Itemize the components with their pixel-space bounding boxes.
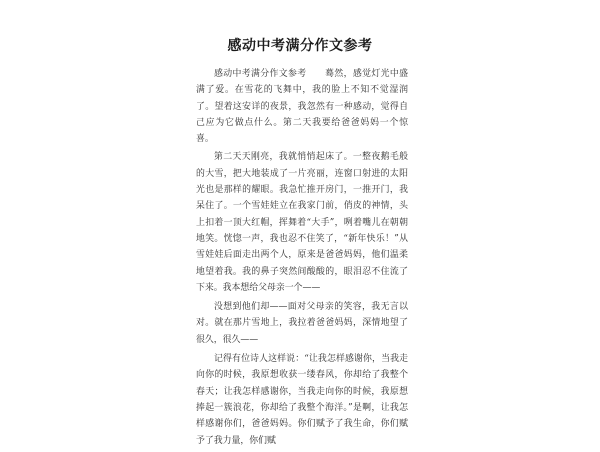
paragraph: 记得有位诗人这样说：“让我怎样感谢你，当我走向你的时候，我原想收获一缕春风，你却给了我整个春天；让我怎样感谢你，当我走向你的时候，我原想捧起一簇浪花，你却给了我整个海洋。”是啊，让我怎样感谢你们，爸爸妈妈。你们赋予了我生命，你们赋予了我力量，你们赋 [196,354,408,446]
document-title: 感动中考满分作文参考 [227,38,373,54]
paragraph: 感动中考满分作文参考 蓦然，感觉灯光中盛满了爱。在雪花的飞舞中，我的脸上不知不觉湿润了。望着这安详的夜景，我忽然有一种感动，觉得自己应为它做点什么。第二天我要给爸爸妈妈一个惊喜。 [196,69,408,145]
document-body [196,66,408,452]
paragraph: 没想到他们却——面对父母亲的笑容，我无言以对。就在那片雪地上，我拉着爸爸妈妈，深情地望了很久，很久—— [196,302,408,345]
paragraph: 第二天天刚亮，我就悄悄起床了。一整夜鹅毛般的大雪，把大地装成了一片亮丽，连窗口射进的太阳光也是那样的耀眼。我急忙推开房门，一推开门，我呆住了。一个雪娃娃立在我家门前，俏皮的神情，头上扣着一顶大红帽，挥舞着“大手”，咧着嘴儿在朝朝地笑。恍惚一声，我也忍不住笑了，“新年快乐！”从雪娃娃后面走出两个人，原来是爸爸妈妈，他们温柔地望着我。我的鼻子突然间酸酸的，眼泪忍不住流了下来。我本想给父母亲一个—— [196,152,408,293]
